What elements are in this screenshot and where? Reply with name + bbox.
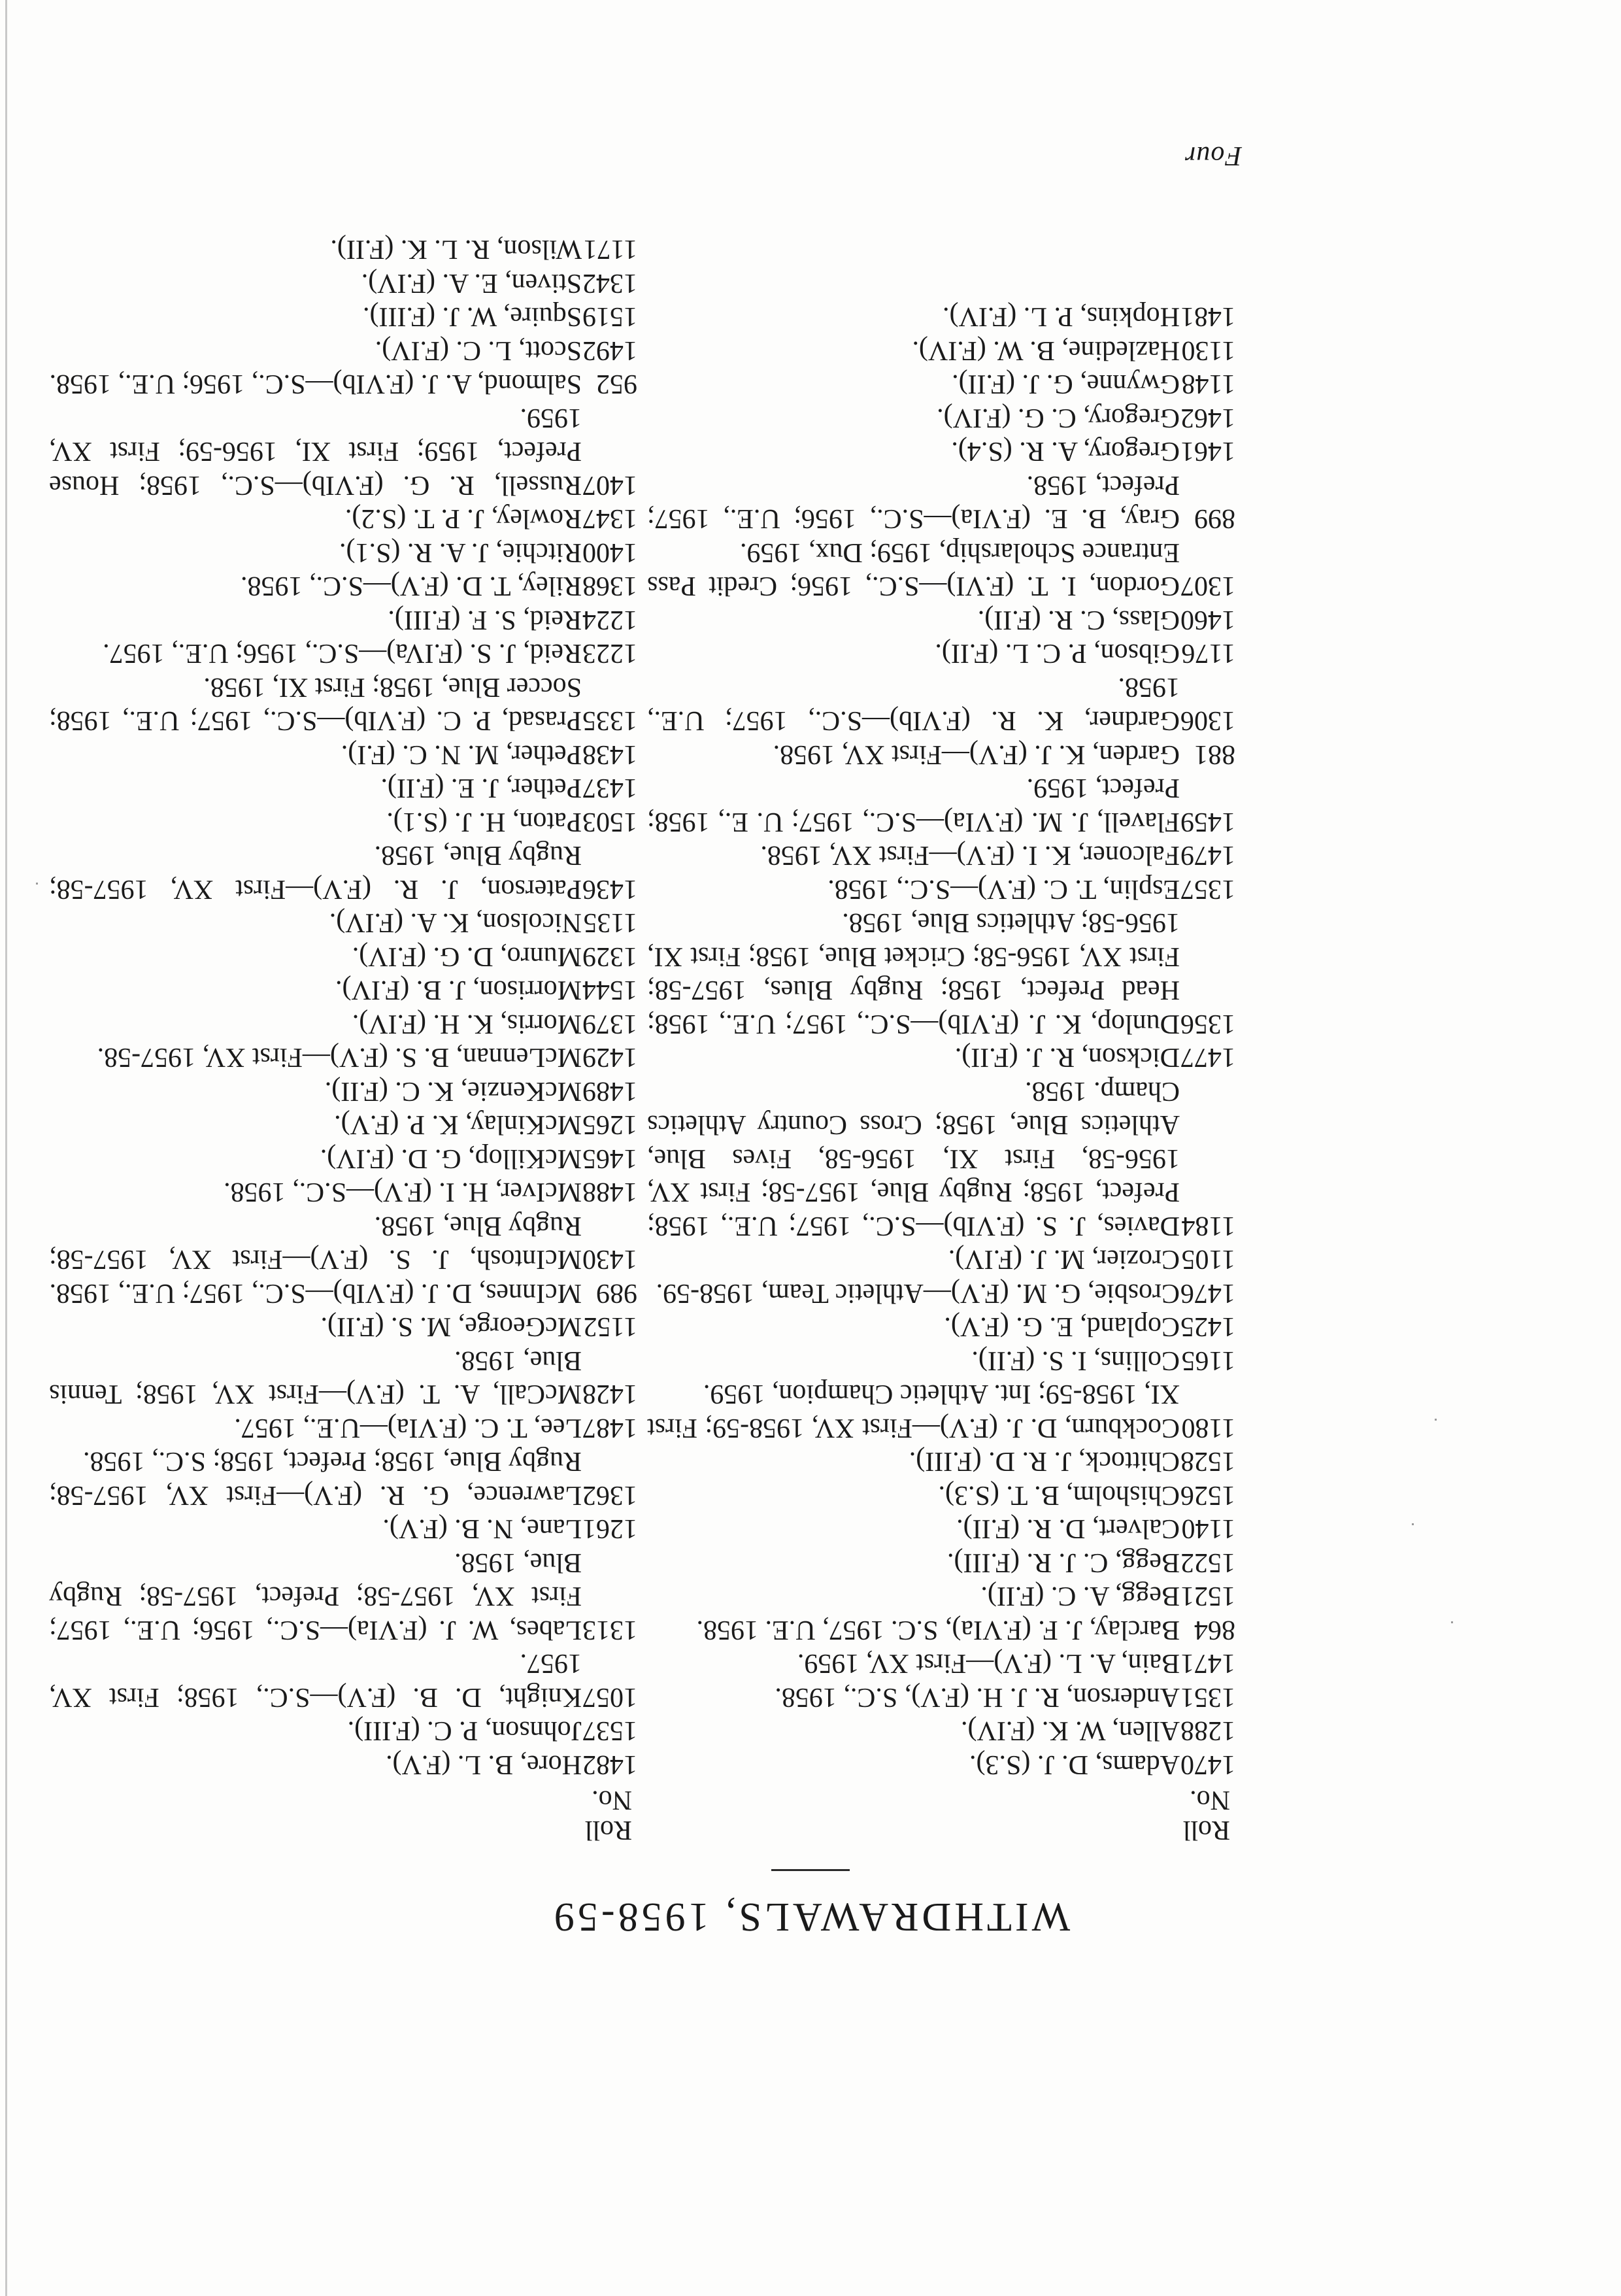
roll-number: 1522 [1180, 1547, 1235, 1578]
entry-text: Reid, J. S. (F.IVa)—S.C., 1956; U.E., 1957. [103, 638, 582, 669]
entry-text: Begg, A. C. (F.II). [980, 1581, 1180, 1612]
entry-text: Bain, A. L. (F.V)—First XV, 1959. [797, 1648, 1180, 1679]
entry-text: Rowley, J. P. T. (S.2). [344, 503, 582, 534]
roll-number: 1526 [1180, 1480, 1235, 1510]
entry-text: Anderson, R. J. H. (F.V), S.C., 1958. [775, 1682, 1180, 1712]
roll-number: 1487 [582, 1413, 637, 1443]
roll-header-word: Roll [584, 1815, 632, 1845]
entry-text: Pether, J. E. (F.II). [380, 773, 582, 803]
roll-entry [647, 737, 1235, 771]
roll-entry [647, 1309, 1235, 1343]
roll-number: 1492 [582, 335, 637, 365]
roll-entry [49, 1444, 637, 1511]
entry-text: Salmond, A. J. (F.VIb)—S.C., 1956; U.E., 1958. [49, 369, 582, 399]
roll-entry [647, 1040, 1235, 1074]
roll-entry [49, 973, 637, 1007]
roll-entry [49, 299, 637, 333]
roll-entry [647, 771, 1235, 838]
roll-entry [647, 1074, 1235, 1243]
roll-number: 899 [1194, 503, 1235, 534]
entry-text: Gardner, K. R. (F.VIb)—S.C., 1957; U.E., 1958. [647, 672, 1180, 736]
entry-text: Barclay, J. F. (F.VIa), S.C. 1957, U.E. 1958. [696, 1615, 1180, 1645]
roll-number: 1180 [1181, 1413, 1235, 1443]
roll-number: 1471 [1180, 1648, 1235, 1679]
roll-entry [49, 1545, 637, 1647]
roll-number: 1528 [1180, 1446, 1235, 1477]
roll-number: 1537 [582, 1715, 637, 1746]
roll-entry [647, 401, 1235, 435]
roll-entry [49, 1107, 637, 1141]
entry-text: Flavell, J. M. (F.VIa)—S.C., 1957; U. E., 1958; Prefect, 1959. [647, 773, 1180, 837]
roll-number: 1306 [1180, 705, 1235, 736]
roll-number: 1313 [582, 1615, 637, 1645]
roll-number: 1362 [582, 1480, 637, 1510]
roll-entry [49, 636, 637, 670]
roll-number: 1482 [582, 1749, 637, 1780]
roll-entry [49, 1007, 637, 1041]
roll-entry [647, 367, 1235, 401]
roll-entry [647, 1276, 1235, 1310]
roll-number: 1521 [1180, 1581, 1235, 1612]
roll-number: 1407 [582, 470, 637, 500]
entry-text: Calvert, D. R. (F.II). [956, 1513, 1180, 1544]
entry-text: Wilson, R. L. K. (F.II). [330, 234, 582, 265]
entry-text: Paton, H. J. (S.1). [386, 807, 582, 837]
entry-text: Knight, D. B. (F.V)—S.C., 1958; First XV, 1957. [49, 1648, 582, 1712]
roll-entry [647, 299, 1235, 333]
page-title: WITHDRAWALS, 1958-59 [550, 1895, 1071, 1939]
roll-entry [49, 1040, 637, 1074]
roll-number: 1436 [582, 874, 637, 904]
roll-entry [49, 1714, 637, 1747]
entry-text: McKillop, G. D. (F.IV). [320, 1143, 582, 1173]
entry-text: McIver, H. I. (F.V)—S.C., 1958. [224, 1177, 582, 1207]
entry-text: Esplin, T. C. (F.V)—S.C., 1958. [827, 874, 1180, 904]
roll-entry [647, 468, 1235, 535]
roll-entry [49, 1646, 637, 1714]
entry-text: Dickson, R. J. (F.II). [954, 1042, 1180, 1073]
roll-number: 1176 [1181, 638, 1235, 669]
roll-number: 1184 [1181, 1211, 1235, 1241]
roll-entry [647, 333, 1235, 367]
roll-number: 1400 [582, 537, 637, 567]
roll-entry [647, 603, 1235, 637]
roll-entry [49, 1074, 637, 1108]
roll-number: 1165 [1181, 1345, 1235, 1376]
entry-text: Adams, D. J. (S.3). [969, 1749, 1180, 1780]
roll-entry [647, 1747, 1235, 1781]
roll-number: 1465 [582, 1143, 637, 1173]
page-label: Four [1184, 141, 1242, 171]
entry-text: Munro, D. G. (F.IV). [352, 941, 582, 971]
entry-text: Crosbie, G. M. (F.V)—Athletic Team, 1958-59. [656, 1278, 1180, 1308]
roll-entry [647, 1714, 1235, 1747]
roll-number: 1135 [583, 907, 637, 938]
roll-entry [49, 232, 637, 266]
roll-number: 1335 [582, 705, 637, 736]
entry-text: Allen, W. K. (F.IV). [961, 1715, 1180, 1746]
roll-number: 1438 [582, 739, 637, 769]
roll-entry [49, 1343, 637, 1411]
entry-text: Nicolson, K. A. (F.IV). [329, 907, 582, 938]
entry-text: Labes, W. J. (F.VIa)—S.C., 1956; U.E., 1957; First XV, 1957-58; Prefect, 1957-58; Rugby Blue, 1958. [49, 1547, 582, 1645]
entry-text: Crozier, M. J. (F.IV). [948, 1244, 1180, 1275]
roll-entry [647, 636, 1235, 670]
entry-text: McInnes, D. J. (F.VIb)—S.C., 1957; U.E., 1958. [49, 1278, 582, 1308]
entry-text: Lane, N. B. (F.V). [382, 1513, 582, 1544]
roll-number: 1288 [1180, 1715, 1235, 1746]
roll-number: 1265 [582, 1109, 637, 1140]
entry-text: Falconer, K. I. (F.V)—First XV, 1958. [760, 840, 1180, 871]
roll-entry [49, 670, 637, 737]
roll-entry [49, 805, 637, 839]
roll-entry [647, 872, 1235, 906]
roll-number: 1544 [582, 975, 637, 1005]
roll-entry [49, 1141, 637, 1175]
entry-text: Begg, C. J. R. (F.III). [947, 1547, 1180, 1578]
roll-entry [49, 266, 637, 300]
entry-text: Pether, M. N. C. (F.I). [341, 739, 582, 769]
roll-entry [49, 1747, 637, 1781]
roll-number: 1503 [582, 807, 637, 837]
roll-entry [49, 1511, 637, 1545]
entry-text: Gray, B. E. (F.VIa)—S.C., 1956; U.E., 1957; Prefect, 1958. [647, 470, 1180, 534]
roll-number: 1351 [1180, 1682, 1235, 1712]
roll-entry [647, 1377, 1235, 1444]
roll-entry [49, 569, 637, 603]
entry-text: Copland, E. G. (F.V). [944, 1311, 1180, 1342]
entry-text: McKinlay, K. P. (F.V). [334, 1109, 582, 1140]
left-column [647, 299, 1235, 1845]
roll-entry [49, 1175, 637, 1209]
entry-text: Dunlop, K. J. (F.VIb)—S.C., 1957; U.E., 1958; Head Prefect, 1958; Rugby Blues, 1957-58; First XV, 1956-58; Cricket Blue, 1958; First XI, 1956-58; Athletics Blue, 1958. [647, 907, 1180, 1039]
roll-number: 989 [596, 1278, 637, 1308]
roll-no-header [49, 1785, 632, 1845]
roll-number: 1368 [582, 571, 637, 601]
roll-entry [647, 535, 1235, 603]
roll-entry [49, 939, 637, 973]
entry-text: McLennan, B. S. (F.V)—First XV, 1957-58. [97, 1042, 582, 1073]
roll-number: 1481 [1180, 301, 1235, 332]
roll-entry [647, 1680, 1235, 1714]
roll-number: 1171 [583, 234, 637, 265]
entry-text: Chisholm, B. T. (S.3). [938, 1480, 1180, 1510]
left-entry-list [647, 299, 1235, 1781]
entry-text: McCall, A. T. (F.V)—First XV, 1958; Tennis Blue, 1958. [49, 1345, 582, 1410]
roll-number: 1223 [582, 638, 637, 669]
roll-number: 1428 [582, 1379, 637, 1410]
roll-no-header [647, 1785, 1230, 1845]
no-header-word: No. [592, 1785, 632, 1815]
roll-number: 864 [1194, 1615, 1235, 1645]
roll-number: 1430 [582, 1244, 637, 1275]
entry-text: Morrison, J. B. (F.IV). [335, 975, 582, 1005]
entry-text: Paterson, J. R. (F.V)—First XV, 1957-58; Rugby Blue, 1958. [49, 840, 582, 904]
roll-number: 1261 [582, 1513, 637, 1544]
roll-number: 1461 [1180, 436, 1235, 467]
roll-number: 1477 [1180, 1042, 1235, 1073]
entry-text: Scott, L. C. (F.IV). [375, 335, 582, 365]
entry-text: Lee, T. C. (F.VIa)—U.E., 1957. [234, 1413, 582, 1443]
roll-entry [49, 333, 637, 367]
roll-entry [647, 1511, 1235, 1545]
right-entry-list [49, 232, 637, 1781]
entry-text: Garden, K. J. (F.V)—First XV, 1958. [773, 739, 1180, 769]
entry-text: Ritchie, J. A. R. (S.1). [339, 537, 582, 567]
roll-number: 1425 [1180, 1311, 1235, 1342]
entry-text: Collins, I. S. (F.II). [971, 1345, 1180, 1376]
roll-entry [647, 1444, 1235, 1478]
roll-entry [49, 737, 637, 771]
roll-number: 1476 [1180, 1278, 1235, 1308]
roll-entry [647, 670, 1235, 737]
roll-number: 1460 [1180, 605, 1235, 635]
entry-text: Gregory, A. R. (S.4). [951, 436, 1180, 467]
entry-text: Reid, S. F. (F.III). [388, 605, 582, 635]
entry-text: Gibson, P. C. L. (F.II). [935, 638, 1180, 669]
entry-text: McIntosh, J. S. (F.V)—First XV, 1957-58; Rugby Blue, 1958. [49, 1211, 582, 1275]
roll-entry [49, 603, 637, 637]
roll-number: 1105 [1181, 1244, 1235, 1275]
entry-text: Gregory, C. G. (F.IV). [937, 403, 1180, 433]
roll-number: 1329 [582, 941, 637, 971]
entry-text: Davies, J. S. (F.VIb)—S.C., 1957; U.E., 1958; Prefect, 1958; Rugby Blue, 1957-58; First XV, 1956-58, First XI, 1956-58, Fives Blue, Athletics Blue, 1958; Cross Country Athletics Champ. 1958. [647, 1076, 1180, 1241]
roll-entry [647, 1646, 1235, 1680]
roll-number: 1057 [582, 1682, 637, 1712]
roll-entry [49, 501, 637, 535]
roll-entry [647, 1613, 1235, 1647]
roll-entry [647, 1579, 1235, 1613]
entry-text: Morris, K. H. (F.IV). [352, 1009, 582, 1039]
right-column [49, 232, 637, 1845]
roll-entry [647, 838, 1235, 872]
roll-entry [49, 1309, 637, 1343]
roll-number: 1342 [582, 268, 637, 298]
roll-entry [647, 1343, 1235, 1377]
roll-number: 1459 [1180, 807, 1235, 837]
roll-number: 1470 [1180, 1749, 1235, 1780]
entry-text: Cockburn, D. J. (F.V)—First XV, 1958-59; First XI, 1958-59; Int. Athletic Champion, 1959. [647, 1379, 1180, 1443]
roll-number: 1479 [1180, 840, 1235, 871]
entry-text: Hazledine, B. W. (F.IV). [912, 335, 1180, 365]
roll-number: 1437 [582, 773, 637, 803]
entry-text: Squire, W. J. (F.III). [363, 301, 582, 332]
entry-text: Prasad, P. C. (F.VIb)—S.C., 1957; U.E., 1958; Soccer Blue, 1958; First XI, 1958. [49, 672, 582, 736]
roll-number: 1357 [1180, 874, 1235, 904]
entry-text: Gwynne, G. J. (F.II). [952, 369, 1180, 399]
entry-text: Johnson, P. C. (F.III). [347, 1715, 582, 1746]
roll-entry [49, 905, 637, 939]
entry-text: Russell, R. G. (F.VIb)—S.C., 1958; House Prefect, 1959; First XI, 1956-59; First XV, 1959. [49, 403, 582, 500]
entry-text: Stiven, E. A. (F.IV). [361, 268, 582, 298]
roll-entry [647, 905, 1235, 1040]
roll-number: 1462 [1180, 403, 1235, 433]
title-rule [771, 1869, 850, 1871]
roll-entry [647, 1242, 1235, 1276]
entry-text: Riley, T. D. (F.V)—S.C., 1958. [240, 571, 582, 601]
roll-number: 1379 [582, 1009, 637, 1039]
roll-entry [49, 367, 637, 401]
roll-entry [647, 1545, 1235, 1579]
roll-entry [647, 434, 1235, 468]
roll-entry [49, 838, 637, 905]
roll-entry [49, 401, 637, 502]
entry-text: Chittock, J. R. D. (F.III). [909, 1446, 1180, 1477]
entry-text: Hore, B. L. (F.V). [386, 1749, 582, 1780]
roll-number: 1307 [1180, 571, 1235, 601]
roll-number: 1152 [583, 1311, 637, 1342]
roll-number: 1148 [1181, 369, 1235, 399]
entry-text: McKenzie, K. C. (F.II). [324, 1076, 582, 1106]
roll-number: 1356 [1180, 1009, 1235, 1039]
roll-entry [49, 535, 637, 569]
roll-header-word: Roll [1182, 1815, 1230, 1845]
roll-number: 1140 [1181, 1513, 1235, 1544]
roll-entry [49, 1209, 637, 1276]
no-header-word: No. [1190, 1785, 1230, 1815]
entry-text: Hopkins, P. L. (F.IV). [943, 301, 1180, 332]
roll-entry [49, 1411, 637, 1445]
roll-number: 881 [1194, 739, 1235, 769]
entry-text: Gordon, I. T. (F.VI)—S.C., 1956; Credit Pass Entrance Scholarship, 1959; Dux, 1959. [647, 537, 1180, 601]
roll-number: 1488 [582, 1177, 637, 1207]
entry-text: McGeorge, M. S. (F.II). [320, 1311, 582, 1342]
roll-number: 1489 [582, 1076, 637, 1106]
roll-entry [49, 1276, 637, 1310]
roll-entry [49, 771, 637, 805]
roll-number: 1347 [582, 503, 637, 534]
roll-number: 1224 [582, 605, 637, 635]
roll-number: 1519 [582, 301, 637, 332]
roll-number: 1429 [582, 1042, 637, 1073]
entry-text: Glass, C. R. (F.II). [977, 605, 1180, 635]
roll-number: 1130 [1181, 335, 1235, 365]
entry-text: Lawrence, G. R. (F.V)—First XV, 1957-58; Rugby Blue, 1958; Prefect, 1958; S.C., 1958. [49, 1446, 582, 1510]
roll-entry [647, 1478, 1235, 1512]
roll-number: 952 [596, 369, 637, 399]
